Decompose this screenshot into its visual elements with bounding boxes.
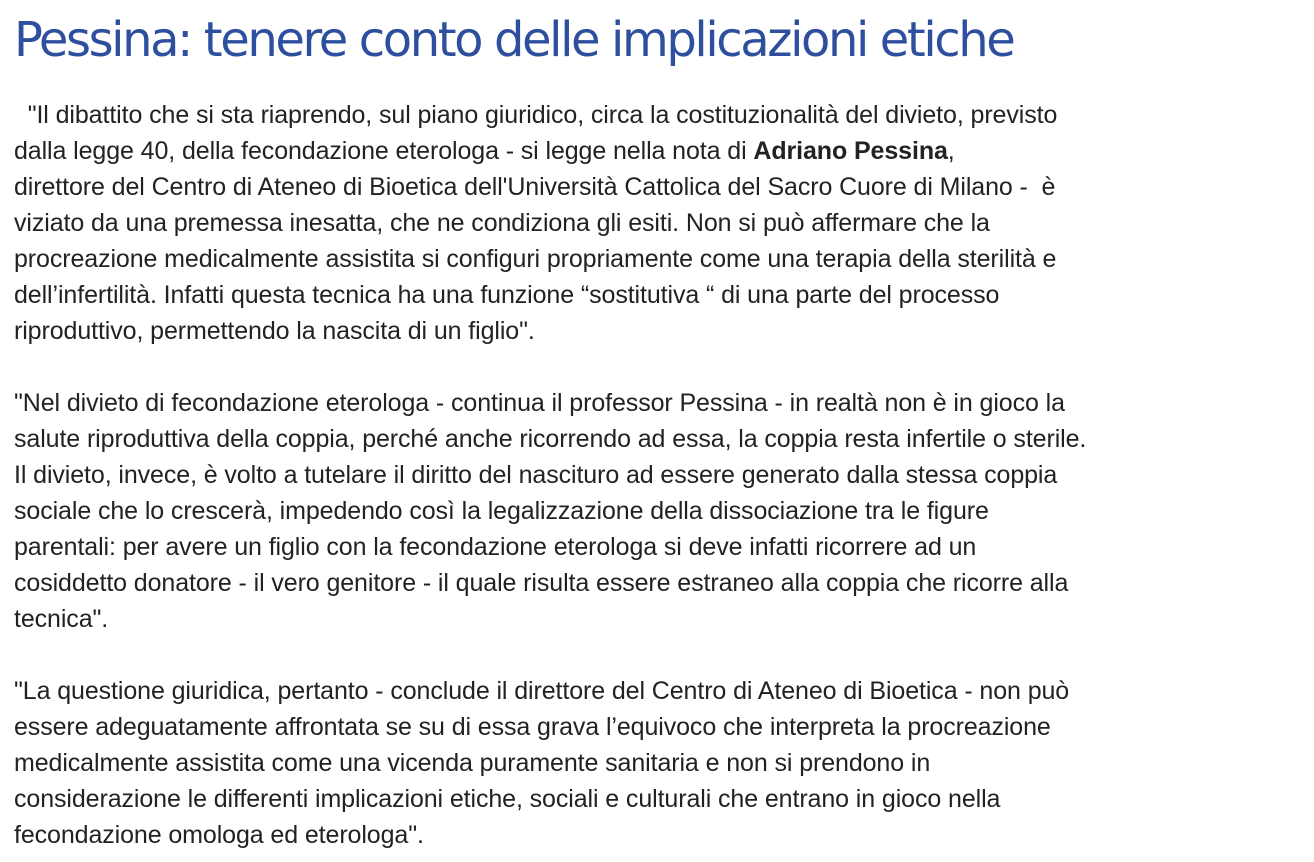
article-paragraph-1 — [14, 97, 1310, 349]
paragraph-line: riproduttivo, permettendo la nascita di un figlio". — [14, 317, 535, 345]
paragraph-line: parentali: per avere un figlio con la fecondazione eterologa si deve infatti ricorrere ad un — [14, 533, 977, 561]
paragraph-line: dell’infertilità. Infatti questa tecnica ha una funzione “sostitutiva “ di una parte del processo — [14, 281, 1000, 309]
paragraph-line: "La questione giuridica, pertanto - conclude il direttore del Centro di Ateneo di Bioetica - non può — [14, 677, 1070, 705]
paragraph-line: "Nel divieto di fecondazione eterologa - continua il professor Pessina - in realtà non è in gioco la — [14, 389, 1065, 417]
paragraph-line: viziato da una premessa inesatta, che ne condiziona gli esiti. Non si può affermare che la — [14, 209, 990, 237]
author-name: Adriano Pessina — [753, 137, 948, 165]
author-comma: , — [947, 137, 955, 165]
paragraph-line — [14, 133, 1310, 169]
paragraph-line: salute riproduttiva della coppia, perché anche ricorrendo ad essa, la coppia resta infertile o sterile. — [14, 425, 1087, 453]
paragraph-line: Il divieto, invece, è volto a tutelare il diritto del nascituro ad essere generato dalla stessa coppia — [14, 461, 1058, 489]
article-paragraph-2 — [14, 385, 1310, 637]
paragraph-line: procreazione medicalmente assistita si configuri propriamente come una terapia della sterilità e — [14, 245, 1057, 273]
paragraph-line: direttore del Centro di Ateneo di Bioetica dell'Università Cattolica del Sacro Cuore di Milano - è — [14, 173, 1056, 201]
paragraph-line: fecondazione omologa ed eterologa". — [14, 821, 424, 849]
paragraph-line: cosiddetto donatore - il vero genitore - il quale risulta essere estraneo alla coppia che ricorre alla — [14, 569, 1069, 597]
article — [14, 0, 1310, 853]
paragraph-line: "Il dibattito che si sta riaprendo, sul piano giuridico, circa la costituzionalità del divieto, previsto — [14, 101, 1058, 129]
paragraph-line: essere adeguatamente affrontata se su di essa grava l’equivoco che interpreta la procreazione — [14, 713, 1051, 741]
paragraph-line: medicalmente assistita come una vicenda puramente sanitaria e non si prendono in — [14, 749, 931, 777]
article-paragraph-3 — [14, 673, 1310, 853]
paragraph-line: tecnica". — [14, 605, 109, 633]
paragraph-line: considerazione le differenti implicazioni etiche, sociali e culturali che entrano in gioco nella — [14, 785, 1001, 813]
line-text: dalla legge 40, della fecondazione eterologa - si legge nella nota di — [14, 137, 754, 165]
article-title: Pessina: tenere conto delle implicazioni etiche — [14, 12, 1014, 68]
paragraph-line: sociale che lo crescerà, impedendo così la legalizzazione della dissociazione tra le figure — [14, 497, 989, 525]
